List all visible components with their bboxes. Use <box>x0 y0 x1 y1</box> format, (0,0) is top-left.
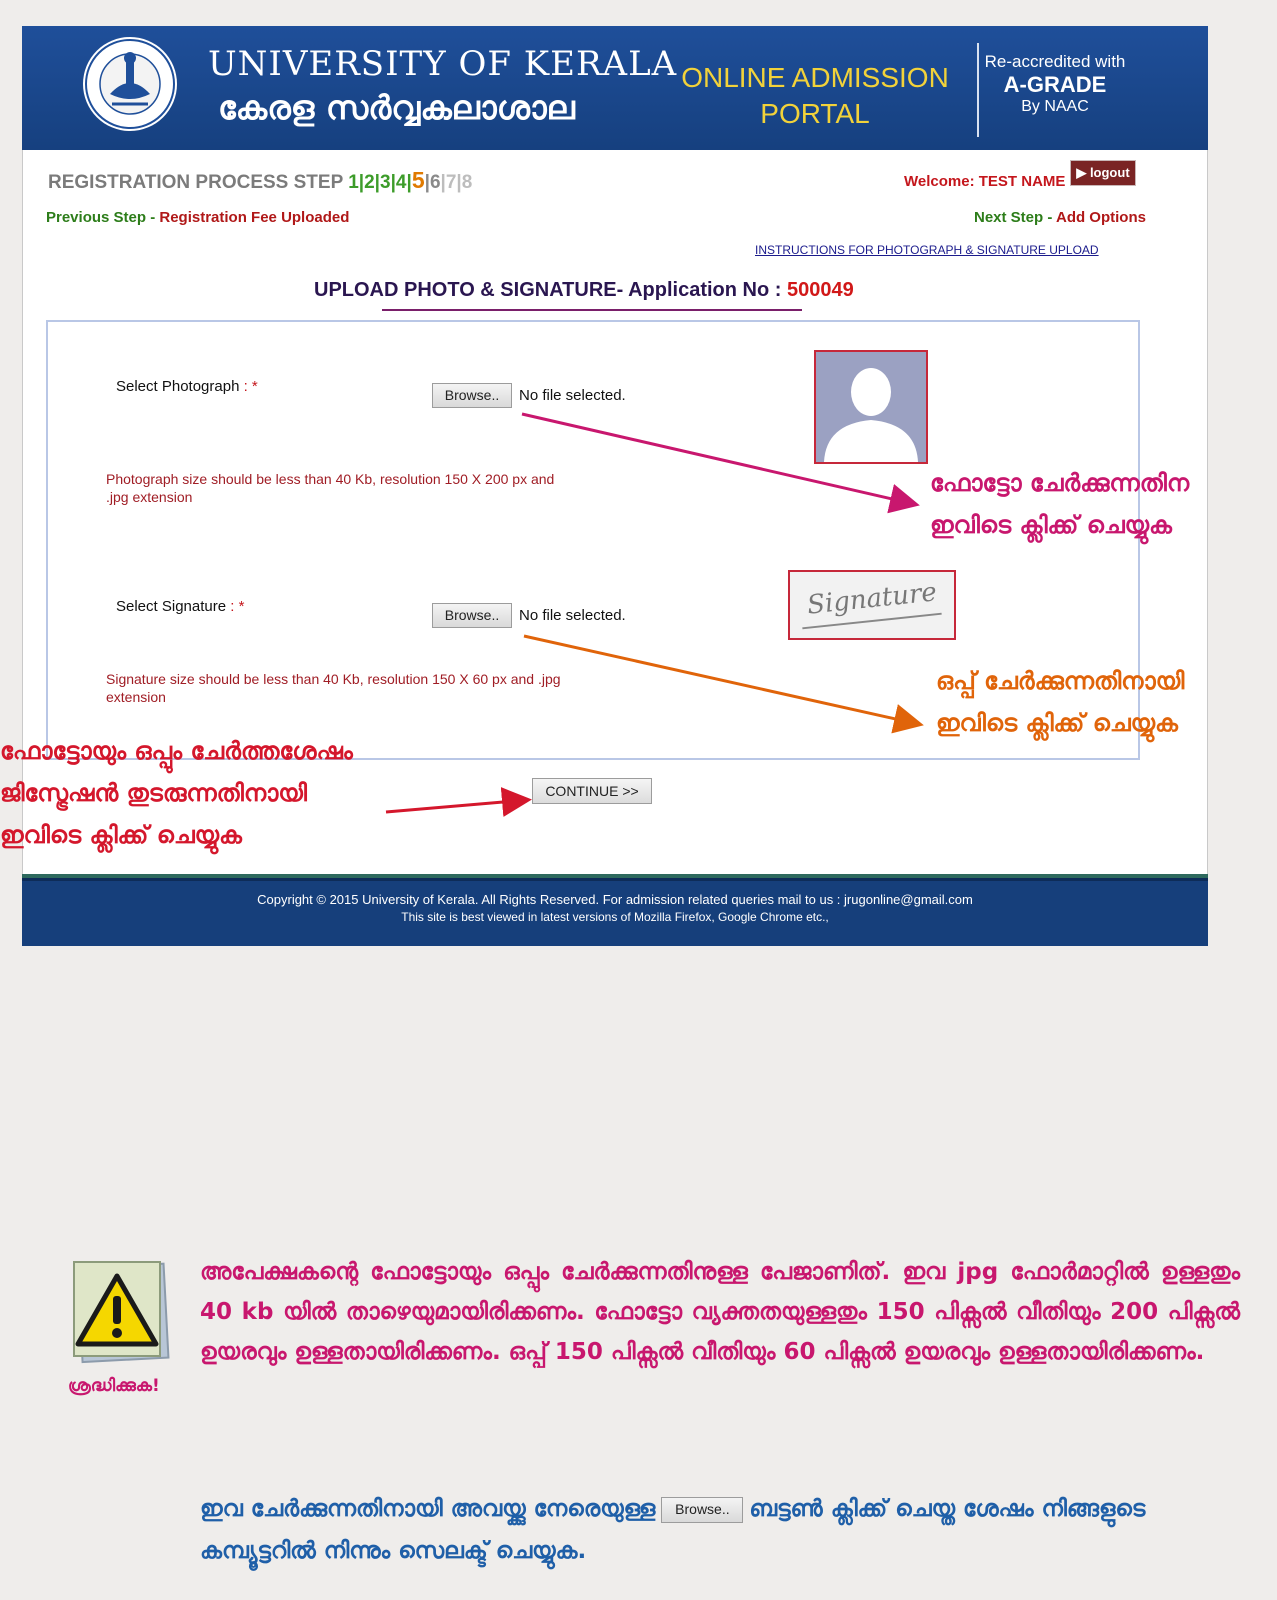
signature-annotation-line1: ഒപ്പ് ചേർക്കുന്നതിനായി <box>936 667 1185 695</box>
signature-required-marker: : * <box>230 598 245 615</box>
step-6: 6 <box>429 172 441 193</box>
continue-annotation-line3: ഇവിടെ ക്ലിക്ക് ചെയ്യുക <box>0 821 242 849</box>
photo-required-marker: : * <box>243 378 258 395</box>
photo-hint-line1: Photograph size should be less than 40 Kb, resolution 150 X 200 px and <box>106 471 555 487</box>
footer-copyright: Copyright © 2015 University of Kerala. All Rights Reserved. For admission related queries mail to us : jrugonline@gmail.com <box>257 892 973 907</box>
step-7: 7 <box>445 172 457 193</box>
step-1[interactable]: 1 <box>348 172 359 193</box>
continue-annotation <box>0 730 353 856</box>
welcome-text: Welcome: TEST NAME <box>904 173 1066 190</box>
step-3[interactable]: 3 <box>380 172 391 193</box>
accreditation-grade: A-GRADE <box>1003 72 1107 97</box>
next-step-label: Next Step - <box>974 209 1053 226</box>
photo-label-text: Select Photograph <box>116 378 240 395</box>
continue-annotation-line2: ജിസ്ട്രേഷൻ തുടരുന്നതിനായി <box>0 779 308 807</box>
step-separator: | <box>424 172 430 193</box>
step-5-current: 5 <box>411 167 425 193</box>
step-separator: | <box>440 172 446 193</box>
signature-file-status: No file selected. <box>519 607 626 624</box>
photo-annotation-line2: ഇവിടെ ക്ലിക്ക് ചെയ്യുക <box>930 511 1172 539</box>
note-paragraph-2-part1: ഇവ ചേർക്കുന്നതിനായി അവയ്ക്കു നേരെയുള്ള <box>200 1496 656 1522</box>
portal-title-line2: PORTAL <box>760 98 870 129</box>
footer-browser-note: This site is best viewed in latest versions of Mozilla Firefox, Google Chrome etc., <box>401 910 829 924</box>
photo-annotation <box>930 462 1189 546</box>
signature-hint-line1: Signature size should be less than 40 Kb, resolution 150 X 60 px and .jpg <box>106 671 561 687</box>
continue-button[interactable]: CONTINUE >> <box>532 778 652 804</box>
signature-arrow <box>524 636 918 724</box>
photo-arrow <box>522 414 914 504</box>
signature-annotation-line2: ഇവിടെ ക്ലിക്ക് ചെയ്യുക <box>936 709 1178 737</box>
note-paragraph-2 <box>200 1488 1240 1572</box>
logout-label: logout <box>1089 165 1130 180</box>
step-8: 8 <box>461 172 473 193</box>
instructions-link[interactable]: INSTRUCTIONS FOR PHOTOGRAPH & SIGNATURE UPLOAD <box>755 243 1099 257</box>
page-title-text: UPLOAD PHOTO & SIGNATURE- Application No : <box>314 279 782 301</box>
photo-file-status: No file selected. <box>519 387 626 404</box>
signature-hint-line2: extension <box>106 689 166 705</box>
accreditation-line1: Re-accredited with <box>984 52 1126 71</box>
step-separator: | <box>456 172 462 193</box>
step-4[interactable]: 4 <box>395 172 407 193</box>
signature-browse-button[interactable]: Browse.. <box>432 603 512 628</box>
application-number: 500049 <box>786 279 854 301</box>
signature-label-text: Select Signature <box>116 598 227 615</box>
signature-annotation <box>936 660 1184 744</box>
previous-step-value: Registration Fee Uploaded <box>159 209 350 226</box>
signature-sample: Signature <box>805 577 939 621</box>
warning-label: ശ്രദ്ധിക്കുക! <box>68 1376 160 1396</box>
steps-label: REGISTRATION PROCESS STEP <box>48 172 343 193</box>
note-paragraph-2-part2: ബട്ടൺ ക്ലിക്ക് ചെയ്ത ശേഷം നിങ്ങളുടെ കമ്പ്യൂട്ടറിൽ നിന്നും സെലക്ട് ചെയ്യുക. <box>200 1496 1146 1564</box>
play-arrow-icon: ▶ <box>1076 165 1090 180</box>
next-step-value: Add Options <box>1055 209 1146 226</box>
continue-annotation-line1: ഫോട്ടോയും ഒപ്പും ചേർത്തശേഷം <box>0 737 353 765</box>
step-separator: | <box>390 172 396 193</box>
step-separator: | <box>374 172 380 193</box>
photo-annotation-line1: ഫോട്ടോ ചേർക്കുന്നതിന <box>930 469 1190 497</box>
university-name-en: UNIVERSITY OF KERALA <box>208 44 678 84</box>
step-separator: | <box>358 172 365 193</box>
university-name-ml: കേരള സർവ്വകലാശാല <box>218 88 575 127</box>
step-2[interactable]: 2 <box>364 172 375 193</box>
portal-title-line1: ONLINE ADMISSION <box>681 62 949 93</box>
continue-arrow <box>386 800 526 812</box>
accreditation-by: By NAAC <box>1021 98 1089 115</box>
photo-browse-button[interactable]: Browse.. <box>432 383 512 408</box>
note-paragraph-1: അപേക്ഷകന്റെ ഫോട്ടോയും ഒപ്പും ചേർക്കുന്നതിനുള്ള പേജാണിത്. ഇവ jpg ഫോർമാറ്റിൽ ഉള്ളതും 40 kb യിൽ താഴെയുമായിരിക്കണം. ഫോട്ടോ വ്യക്തതയുള്ളതും 150 പിക്സൽ വീതിയും 200 പിക്സൽ ഉയരവും ഉള്ളതായിരിക്കണം. ഒപ്പ് 150 പിക്സൽ വീതിയും 60 പിക്സൽ ഉയരവും ഉള്ളതായിരിക്കണം. <box>200 1259 1240 1365</box>
inline-browse-button: Browse.. <box>661 1497 743 1523</box>
previous-step-label: Previous Step - <box>46 209 156 226</box>
photo-hint-line2: .jpg extension <box>106 489 193 505</box>
step-separator: | <box>406 172 412 193</box>
warning-triangle-icon <box>70 1260 170 1364</box>
